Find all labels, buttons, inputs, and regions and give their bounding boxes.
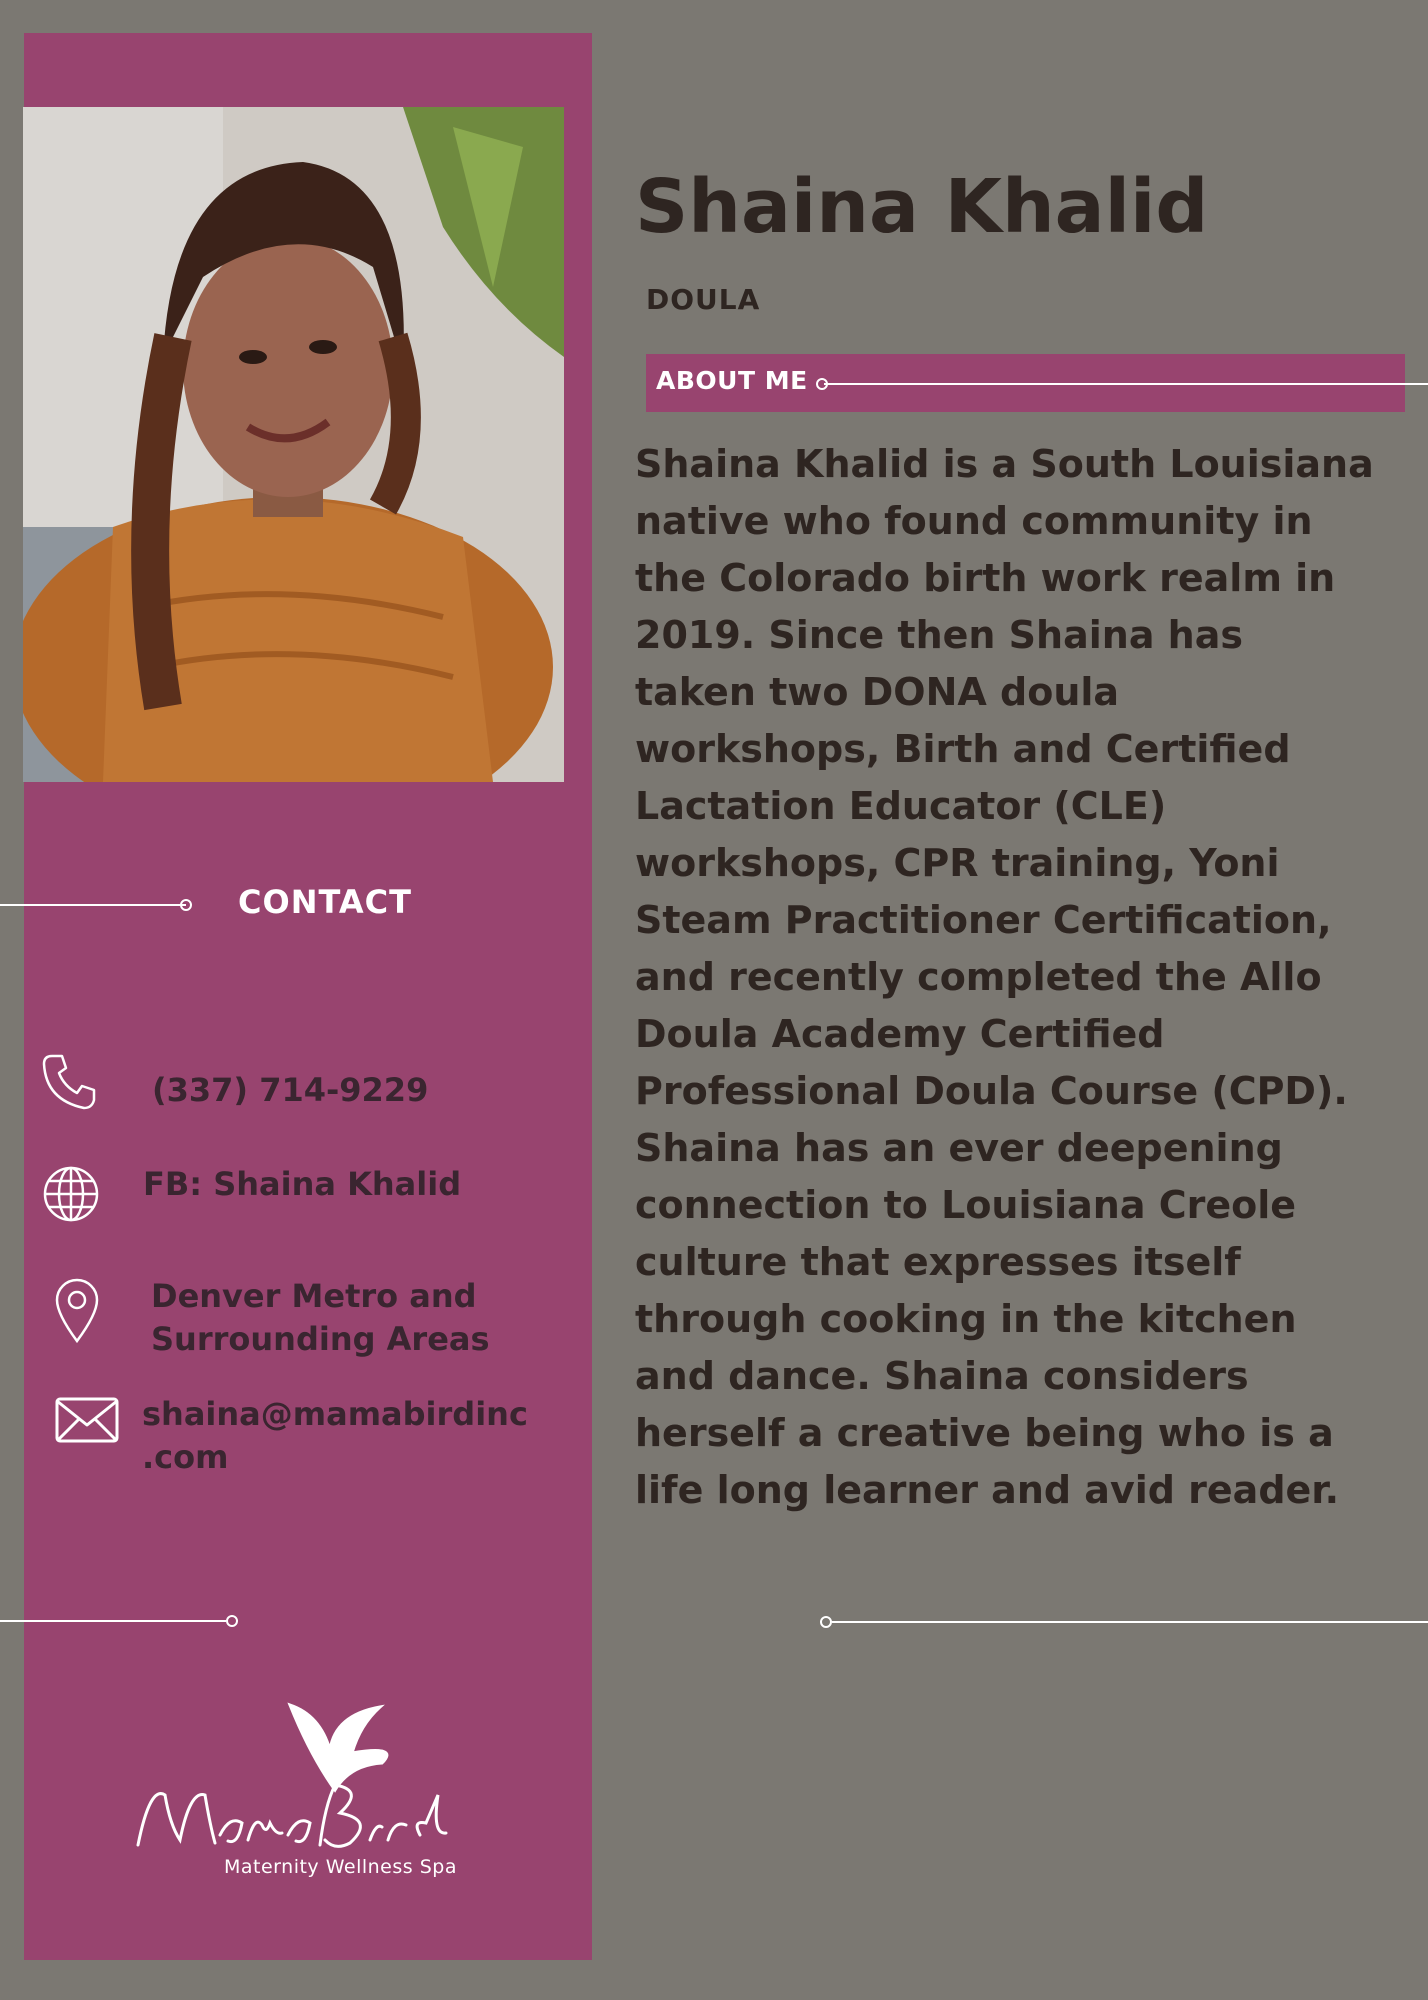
bottom-left-divider-dot bbox=[226, 1615, 238, 1627]
location-line-1: Denver Metro and bbox=[151, 1277, 477, 1315]
about-me-heading: ABOUT ME bbox=[656, 366, 808, 395]
profile-role: DOULA bbox=[646, 283, 761, 316]
mail-icon bbox=[55, 1397, 119, 1447]
phone-icon bbox=[40, 1052, 100, 1116]
phone-number[interactable]: (337) 714-9229 bbox=[152, 1071, 429, 1109]
location-pin-icon bbox=[54, 1278, 100, 1348]
email-line-2[interactable]: .com bbox=[142, 1438, 229, 1476]
profile-photo bbox=[23, 107, 564, 782]
bio-text: Shaina Khalid is a South Louisiana native who found community in the Colorado birth work realm in 2019. Since then Shaina has taken two DONA doula workshops, Birth and Certified Lactation Educator (CLE) workshops, CPR training, Yoni Steam Practitioner Certification, and recently completed the Allo Doula Academy Certified Professional Doula Course (CPD). Shaina has an ever deepening connection to Louisiana Creole culture that expresses itself through cooking in the kitchen and dance. Shaina considers herself a creative being who is a life long learner and avid reader. bbox=[635, 442, 1374, 1512]
globe-icon bbox=[42, 1165, 100, 1227]
bottom-right-divider-dot bbox=[820, 1616, 832, 1628]
contact-heading: CONTACT bbox=[238, 883, 412, 921]
contact-divider-dot bbox=[180, 899, 192, 911]
facebook-handle[interactable]: FB: Shaina Khalid bbox=[143, 1165, 462, 1203]
contact-divider-line bbox=[0, 904, 186, 906]
profile-name: Shaina Khalid bbox=[635, 164, 1209, 250]
location-line-2: Surrounding Areas bbox=[151, 1320, 490, 1358]
bottom-left-divider bbox=[0, 1620, 226, 1622]
bottom-right-divider bbox=[832, 1621, 1428, 1623]
about-me-divider-line bbox=[824, 383, 1428, 385]
logo-tagline: Maternity Wellness Spa bbox=[224, 1856, 457, 1878]
email-line-1[interactable]: shaina@mamabirdinc bbox=[142, 1395, 528, 1433]
